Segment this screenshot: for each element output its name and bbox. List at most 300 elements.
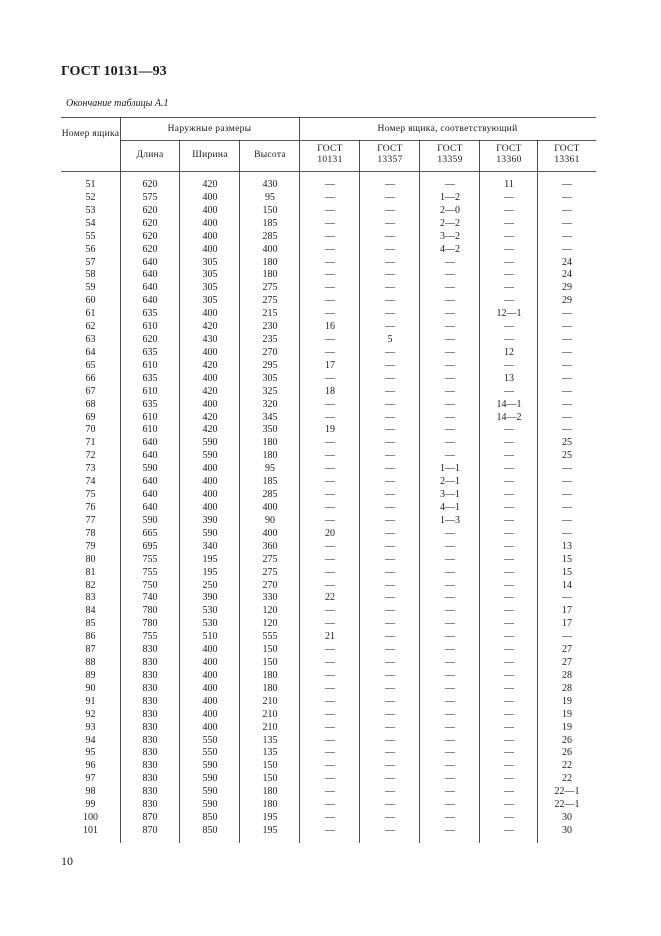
cell-height: 230 — [262, 321, 278, 333]
data-table — [61, 117, 596, 843]
cell-gost-13360: — — [504, 191, 514, 203]
cell-box-number: 80 — [85, 553, 96, 565]
cell-gost-13361: 17 — [562, 618, 572, 630]
cell-gost-13361: 19 — [562, 721, 572, 733]
cell-length: 620 — [142, 179, 158, 190]
cell-box-number: 51 — [85, 179, 96, 190]
cell-length: 610 — [142, 359, 158, 371]
cell-gost-13360: — — [504, 437, 514, 449]
cell-box-number: 85 — [85, 618, 96, 630]
cell-gost-10131: — — [325, 734, 335, 746]
cell-gost-13357: — — [385, 191, 395, 203]
cell-gost-13360: — — [504, 618, 514, 630]
cell-height: 195 — [262, 812, 278, 824]
cell-gost-13357: — — [385, 553, 395, 565]
cell-width: 400 — [202, 669, 218, 681]
cell-gost-13357: — — [385, 217, 395, 229]
cell-gost-13360: — — [504, 605, 514, 617]
cell-height: 400 — [262, 502, 278, 513]
cell-gost-13357: — — [385, 695, 395, 707]
cell-gost-13361: 15 — [562, 566, 572, 578]
cell-height: 180 — [262, 269, 278, 281]
cell-width: 400 — [202, 721, 218, 733]
cell-gost-13360: — — [504, 282, 514, 294]
cell-gost-10131: — — [325, 825, 335, 836]
cell-gost-13357: — — [385, 773, 395, 785]
cell-length: 640 — [142, 269, 158, 281]
cell-gost-10131: — — [325, 566, 335, 578]
table-row — [61, 334, 596, 347]
cell-gost-13359: — — [445, 372, 455, 384]
cell-gost-13357: — — [385, 230, 395, 242]
cell-gost-13360: — — [504, 695, 514, 707]
cell-gost-13361: 28 — [562, 682, 572, 694]
table-row — [61, 683, 596, 696]
cell-gost-13360: — — [504, 734, 514, 746]
cell-gost-13359: — — [445, 592, 455, 604]
cell-gost-13361: — — [562, 334, 572, 346]
cell-gost-13357: — — [385, 825, 395, 836]
cell-gost-13360: — — [504, 786, 514, 798]
cell-gost-13360: 11 — [504, 179, 514, 190]
table-row — [61, 218, 596, 231]
cell-box-number: 77 — [85, 514, 96, 526]
cell-gost-10131: 21 — [325, 631, 335, 643]
cell-length: 830 — [142, 747, 158, 759]
cell-gost-13359: — — [445, 346, 455, 358]
header-box-number: Номер ящика — [61, 129, 120, 139]
cell-gost-13359: — — [445, 308, 455, 320]
cell-length: 620 — [142, 334, 158, 346]
cell-gost-10131: 17 — [325, 359, 335, 371]
header-width: Ширина — [192, 150, 228, 160]
cell-length: 635 — [142, 372, 158, 384]
cell-gost-13361: 30 — [562, 812, 572, 824]
cell-gost-13357: — — [385, 308, 395, 320]
cell-gost-10131: — — [325, 256, 335, 268]
cell-gost-13359: — — [445, 786, 455, 798]
cell-gost-13359: — — [445, 657, 455, 669]
cell-length: 665 — [142, 527, 158, 539]
cell-box-number: 58 — [85, 269, 96, 281]
cell-height: 180 — [262, 682, 278, 694]
cell-gost-13359: — — [445, 825, 455, 836]
cell-width: 400 — [202, 657, 218, 669]
cell-gost-13361: 25 — [562, 437, 572, 449]
cell-gost-13360: — — [504, 321, 514, 333]
cell-gost-13359: — — [445, 398, 455, 410]
cell-gost-10131: 19 — [325, 424, 335, 436]
cell-box-number: 71 — [85, 437, 96, 449]
cell-box-number: 98 — [85, 786, 96, 798]
cell-width: 400 — [202, 243, 218, 255]
table-row — [61, 799, 596, 812]
cell-length: 870 — [142, 825, 158, 836]
cell-gost-13359: — — [445, 579, 455, 591]
cell-height: 120 — [262, 605, 278, 617]
cell-gost-10131: — — [325, 618, 335, 630]
cell-gost-13359: 2—1 — [440, 476, 460, 488]
cell-gost-13361: — — [562, 204, 572, 216]
cell-box-number: 81 — [85, 566, 96, 578]
table-row — [61, 399, 596, 412]
cell-gost-10131: 20 — [325, 527, 335, 539]
cell-gost-10131: — — [325, 773, 335, 785]
cell-height: 270 — [262, 579, 278, 591]
cell-box-number: 86 — [85, 631, 96, 643]
cell-gost-13357: — — [385, 721, 395, 733]
cell-box-number: 69 — [85, 411, 96, 423]
cell-box-number: 57 — [85, 256, 96, 268]
cell-gost-13359: — — [445, 540, 455, 552]
table-row — [61, 709, 596, 722]
cell-box-number: 76 — [85, 502, 96, 513]
table-row — [61, 618, 596, 631]
cell-gost-13357: 5 — [387, 334, 393, 346]
table-row — [61, 282, 596, 295]
cell-gost-10131: — — [325, 217, 335, 229]
cell-gost-13361: — — [562, 346, 572, 358]
cell-gost-13361: 19 — [562, 708, 572, 720]
cell-gost-13357: — — [385, 282, 395, 294]
cell-box-number: 75 — [85, 489, 96, 501]
cell-box-number: 87 — [85, 644, 96, 656]
cell-gost-13359: 1—1 — [440, 463, 460, 475]
cell-gost-10131: — — [325, 695, 335, 707]
cell-length: 620 — [142, 204, 158, 216]
cell-length: 755 — [142, 553, 158, 565]
cell-height: 180 — [262, 669, 278, 681]
table-row — [61, 592, 596, 605]
cell-gost-13361: — — [562, 411, 572, 423]
cell-gost-13360: — — [504, 217, 514, 229]
cell-height: 180 — [262, 450, 278, 462]
cell-height: 275 — [262, 553, 278, 565]
cell-gost-13357: — — [385, 540, 395, 552]
cell-gost-10131: — — [325, 786, 335, 798]
cell-gost-10131: — — [325, 708, 335, 720]
cell-width: 400 — [202, 191, 218, 203]
cell-gost-10131: — — [325, 230, 335, 242]
cell-gost-13359: — — [445, 411, 455, 423]
cell-gost-13361: 30 — [562, 825, 572, 836]
cell-width: 850 — [202, 825, 218, 836]
cell-gost-10131: — — [325, 372, 335, 384]
table-row — [61, 812, 596, 825]
cell-gost-13361: — — [562, 217, 572, 229]
cell-gost-13357: — — [385, 618, 395, 630]
cell-gost-13357: — — [385, 786, 395, 798]
cell-height: 210 — [262, 708, 278, 720]
cell-length: 740 — [142, 592, 158, 604]
cell-gost-13361: — — [562, 191, 572, 203]
cell-width: 590 — [202, 786, 218, 798]
cell-height: 185 — [262, 217, 278, 229]
cell-length: 830 — [142, 695, 158, 707]
cell-gost-13359: — — [445, 773, 455, 785]
cell-gost-13359: 4—2 — [440, 243, 460, 255]
cell-length: 635 — [142, 398, 158, 410]
cell-width: 550 — [202, 747, 218, 759]
cell-width: 400 — [202, 644, 218, 656]
cell-box-number: 59 — [85, 282, 96, 294]
cell-width: 400 — [202, 308, 218, 320]
cell-box-number: 91 — [85, 695, 96, 707]
cell-length: 755 — [142, 631, 158, 643]
cell-gost-13361: 22 — [562, 773, 572, 785]
cell-box-number: 54 — [85, 217, 96, 229]
table-row — [61, 295, 596, 308]
cell-gost-13360: — — [504, 463, 514, 475]
cell-width: 305 — [202, 295, 218, 307]
cell-gost-13361: 24 — [562, 256, 572, 268]
cell-box-number: 90 — [85, 682, 96, 694]
header-gost-13361: ГОСТ 13361 — [554, 144, 580, 165]
cell-gost-13357: — — [385, 450, 395, 462]
cell-box-number: 52 — [85, 191, 96, 203]
cell-height: 180 — [262, 256, 278, 268]
cell-gost-13361: 24 — [562, 269, 572, 281]
cell-gost-13359: — — [445, 631, 455, 643]
cell-gost-13357: — — [385, 204, 395, 216]
cell-gost-13359: — — [445, 334, 455, 346]
cell-box-number: 55 — [85, 230, 96, 242]
cell-length: 640 — [142, 450, 158, 462]
cell-box-number: 100 — [83, 812, 98, 824]
table-row — [61, 773, 596, 786]
cell-gost-13359: — — [445, 669, 455, 681]
cell-gost-13359: — — [445, 747, 455, 759]
cell-height: 150 — [262, 657, 278, 669]
table-caption: Окончание таблицы А.1 — [66, 98, 169, 109]
cell-gost-13361: — — [562, 514, 572, 526]
cell-length: 830 — [142, 734, 158, 746]
cell-gost-10131: — — [325, 334, 335, 346]
cell-length: 590 — [142, 514, 158, 526]
cell-gost-13359: — — [445, 385, 455, 397]
cell-width: 305 — [202, 269, 218, 281]
cell-gost-13360: — — [504, 424, 514, 436]
cell-height: 275 — [262, 295, 278, 307]
cell-box-number: 74 — [85, 476, 96, 488]
cell-gost-13361: — — [562, 308, 572, 320]
cell-gost-13359: — — [445, 799, 455, 811]
cell-gost-13360: — — [504, 579, 514, 591]
header-height: Высота — [254, 150, 286, 160]
cell-gost-13359: — — [445, 424, 455, 436]
cell-gost-13360: — — [504, 334, 514, 346]
table-row — [61, 722, 596, 735]
cell-height: 400 — [262, 527, 278, 539]
table-row — [61, 476, 596, 489]
cell-box-number: 88 — [85, 657, 96, 669]
table-row — [61, 735, 596, 748]
cell-gost-13359: — — [445, 450, 455, 462]
cell-length: 830 — [142, 760, 158, 772]
cell-gost-13357: — — [385, 657, 395, 669]
cell-gost-13359: — — [445, 179, 455, 190]
cell-height: 305 — [262, 372, 278, 384]
cell-height: 360 — [262, 540, 278, 552]
cell-length: 755 — [142, 566, 158, 578]
cell-gost-10131: 22 — [325, 592, 335, 604]
cell-gost-13357: — — [385, 321, 395, 333]
cell-gost-13357: — — [385, 256, 395, 268]
cell-height: 330 — [262, 592, 278, 604]
cell-height: 325 — [262, 385, 278, 397]
cell-height: 235 — [262, 334, 278, 346]
cell-box-number: 96 — [85, 760, 96, 772]
cell-gost-13360: — — [504, 527, 514, 539]
cell-box-number: 82 — [85, 579, 96, 591]
cell-gost-10131: — — [325, 540, 335, 552]
cell-gost-13357: — — [385, 747, 395, 759]
cell-gost-10131: — — [325, 243, 335, 255]
cell-gost-13361: — — [562, 243, 572, 255]
cell-height: 320 — [262, 398, 278, 410]
cell-width: 390 — [202, 514, 218, 526]
header-gost-group: Номер ящика, соответствующий — [377, 124, 518, 134]
cell-gost-13360: — — [504, 721, 514, 733]
cell-gost-10131: — — [325, 191, 335, 203]
cell-gost-13360: 12 — [504, 346, 514, 358]
cell-gost-13360: — — [504, 669, 514, 681]
cell-gost-13359: — — [445, 295, 455, 307]
cell-gost-13360: — — [504, 243, 514, 255]
cell-gost-13357: — — [385, 269, 395, 281]
cell-width: 400 — [202, 708, 218, 720]
cell-gost-13359: — — [445, 527, 455, 539]
cell-gost-10131: — — [325, 437, 335, 449]
cell-gost-13357: — — [385, 411, 395, 423]
table-row — [61, 205, 596, 218]
cell-gost-10131: — — [325, 269, 335, 281]
table-row — [61, 373, 596, 386]
cell-width: 430 — [202, 334, 218, 346]
cell-height: 135 — [262, 734, 278, 746]
cell-width: 305 — [202, 282, 218, 294]
cell-gost-13361: 14 — [562, 579, 572, 591]
cell-gost-13361: — — [562, 592, 572, 604]
cell-gost-13361: — — [562, 476, 572, 488]
cell-gost-13360: — — [504, 450, 514, 462]
cell-box-number: 53 — [85, 204, 96, 216]
cell-height: 180 — [262, 799, 278, 811]
cell-box-number: 92 — [85, 708, 96, 720]
cell-gost-13361: — — [562, 527, 572, 539]
cell-length: 830 — [142, 644, 158, 656]
cell-box-number: 97 — [85, 773, 96, 785]
cell-gost-13357: — — [385, 346, 395, 358]
table-row — [61, 747, 596, 760]
cell-width: 250 — [202, 579, 218, 591]
cell-box-number: 63 — [85, 334, 96, 346]
cell-gost-13359: 3—1 — [440, 489, 460, 501]
cell-gost-13361: — — [562, 631, 572, 643]
cell-box-number: 78 — [85, 527, 96, 539]
cell-box-number: 72 — [85, 450, 96, 462]
table-row — [61, 257, 596, 270]
cell-height: 345 — [262, 411, 278, 423]
cell-gost-13357: — — [385, 243, 395, 255]
cell-gost-10131: — — [325, 204, 335, 216]
cell-length: 830 — [142, 669, 158, 681]
cell-gost-13360: 14—2 — [496, 411, 522, 423]
cell-gost-13360: — — [504, 256, 514, 268]
cell-gost-13361: 17 — [562, 605, 572, 617]
table-row — [61, 528, 596, 541]
cell-width: 590 — [202, 773, 218, 785]
cell-width: 590 — [202, 760, 218, 772]
cell-length: 830 — [142, 721, 158, 733]
cell-width: 590 — [202, 799, 218, 811]
cell-gost-13357: — — [385, 437, 395, 449]
cell-gost-13361: — — [562, 463, 572, 475]
header-gost-13360: ГОСТ 13360 — [496, 144, 522, 165]
cell-box-number: 56 — [85, 243, 96, 255]
cell-width: 400 — [202, 372, 218, 384]
cell-gost-13357: — — [385, 799, 395, 811]
table-row — [61, 269, 596, 282]
cell-height: 210 — [262, 695, 278, 707]
cell-box-number: 68 — [85, 398, 96, 410]
cell-gost-10131: — — [325, 514, 335, 526]
cell-length: 610 — [142, 385, 158, 397]
table-row — [61, 670, 596, 683]
cell-length: 640 — [142, 489, 158, 501]
cell-length: 750 — [142, 579, 158, 591]
cell-gost-13360: — — [504, 631, 514, 643]
cell-gost-13361: 29 — [562, 295, 572, 307]
cell-gost-10131: — — [325, 450, 335, 462]
table-row — [61, 347, 596, 360]
cell-gost-13361: — — [562, 398, 572, 410]
cell-gost-13360: — — [504, 682, 514, 694]
cell-gost-13357: — — [385, 669, 395, 681]
cell-gost-13361: 19 — [562, 695, 572, 707]
cell-width: 400 — [202, 346, 218, 358]
cell-width: 195 — [202, 566, 218, 578]
cell-height: 90 — [265, 514, 275, 526]
cell-length: 830 — [142, 799, 158, 811]
cell-gost-10131: 18 — [325, 385, 335, 397]
cell-length: 830 — [142, 657, 158, 669]
cell-height: 215 — [262, 308, 278, 320]
cell-length: 620 — [142, 217, 158, 229]
cell-gost-10131: — — [325, 682, 335, 694]
table-row — [61, 360, 596, 373]
cell-gost-13361: 26 — [562, 747, 572, 759]
table-row — [61, 502, 596, 515]
table-row — [61, 179, 596, 192]
cell-gost-13357: — — [385, 579, 395, 591]
cell-width: 850 — [202, 812, 218, 824]
cell-gost-13357: — — [385, 179, 395, 190]
cell-gost-10131: — — [325, 308, 335, 320]
cell-gost-13360: — — [504, 476, 514, 488]
table-row — [61, 554, 596, 567]
cell-height: 150 — [262, 760, 278, 772]
cell-gost-13359: — — [445, 618, 455, 630]
cell-length: 870 — [142, 812, 158, 824]
page-number: 10 — [61, 854, 73, 868]
cell-gost-13359: 1—3 — [440, 514, 460, 526]
cell-length: 620 — [142, 243, 158, 255]
cell-gost-10131: — — [325, 579, 335, 591]
cell-length: 635 — [142, 308, 158, 320]
cell-gost-10131: — — [325, 760, 335, 772]
cell-gost-10131: — — [325, 553, 335, 565]
